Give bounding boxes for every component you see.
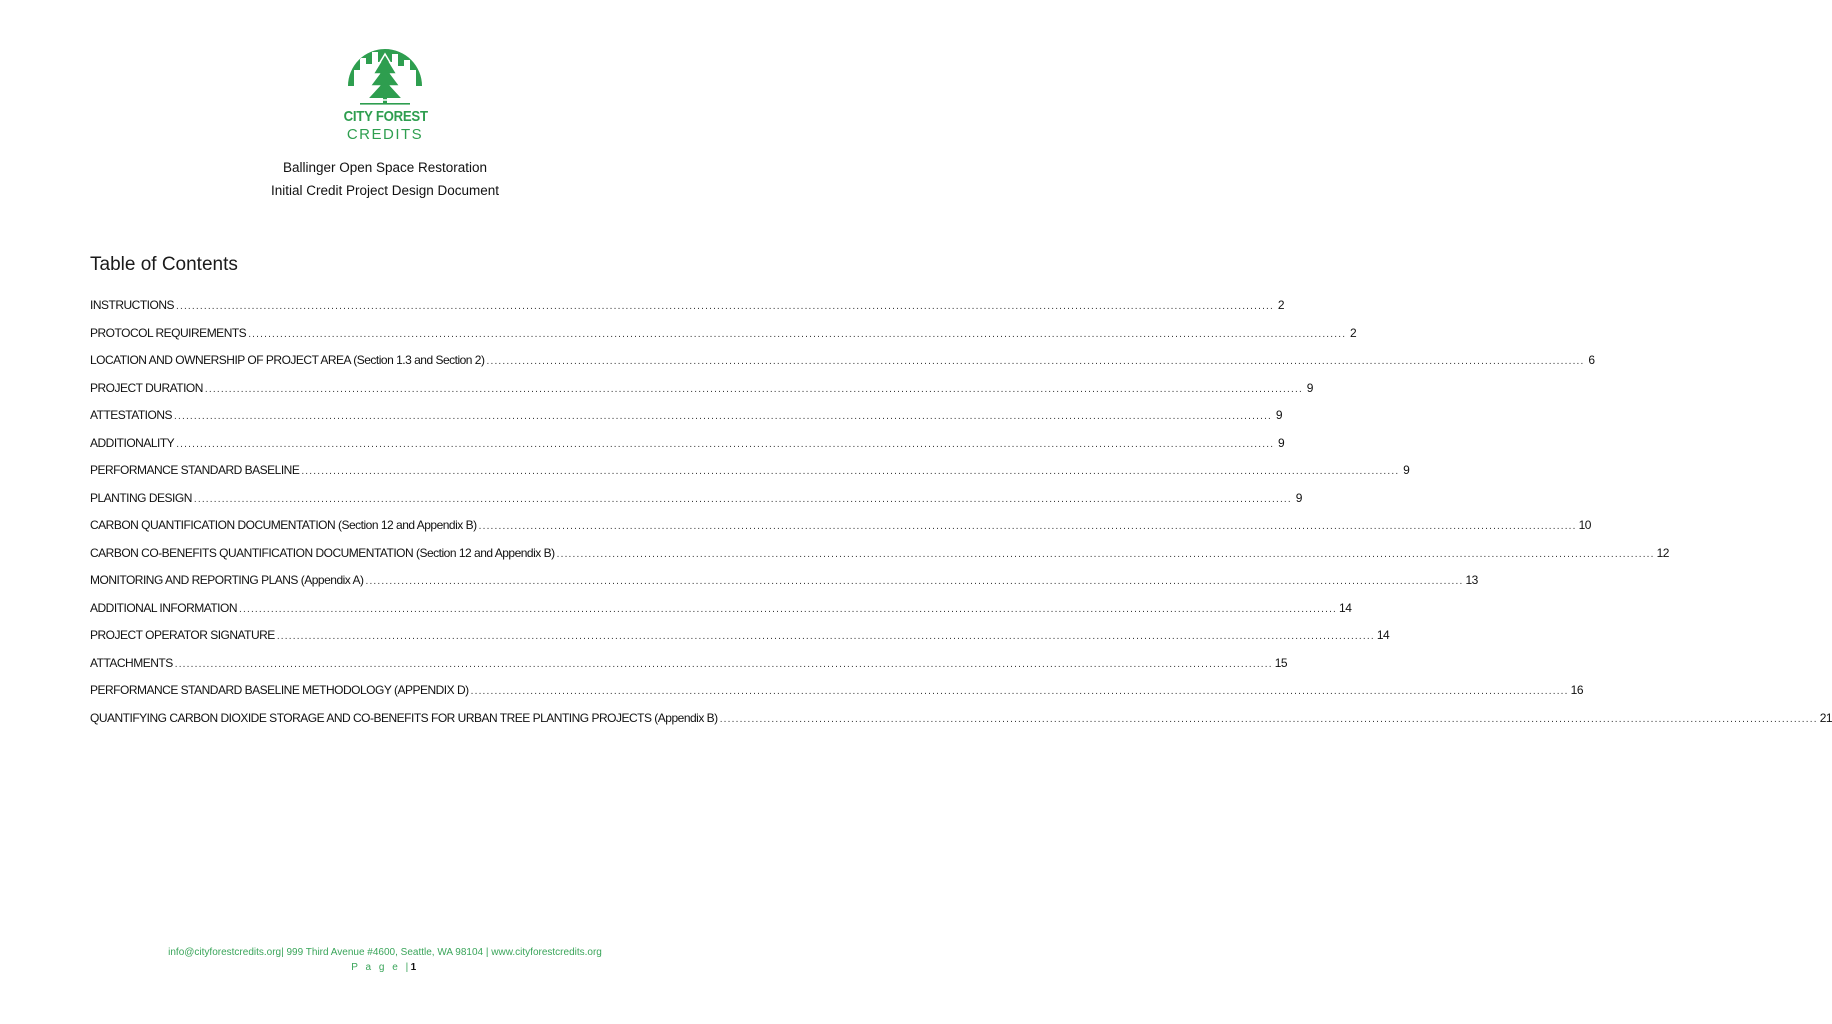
toc-dot-leader [365, 576, 1463, 587]
toc-heading: Table of Contents [90, 254, 238, 275]
toc-dot-leader [174, 411, 1272, 422]
toc-entry[interactable] [90, 463, 1410, 491]
toc-entry-label: ADDITIONALITY [90, 435, 175, 450]
toc-dot-leader [194, 494, 1292, 505]
toc-entry-page-number: 12 [1656, 545, 1669, 560]
document-subtitle: Initial Credit Project Design Document [270, 183, 500, 198]
toc-dot-leader [720, 714, 1818, 725]
toc-entry[interactable] [90, 545, 1669, 574]
toc-entry-page-number: 2 [1277, 298, 1285, 312]
toc-entry-page-number: 9 [1278, 435, 1285, 450]
toc-entry-page-number: 13 [1465, 573, 1478, 587]
toc-dot-leader [248, 329, 1346, 340]
toc-entry[interactable] [90, 490, 1302, 519]
toc-dot-leader [301, 466, 1399, 477]
toc-entry[interactable] [90, 353, 1595, 381]
toc-entry[interactable] [90, 380, 1313, 409]
toc-entry-label: INSTRUCTIONS [90, 298, 174, 312]
toc-entry-label: PERFORMANCE STANDARD BASELINE [90, 463, 300, 477]
toc-entry-page-number: 15 [1274, 655, 1288, 670]
toc-dot-leader [479, 521, 1577, 532]
toc-entry-label: QUANTIFYING CARBON DIOXIDE STORAGE AND CO-BENEFITS FOR URBAN TREE PLANTING PROJECTS (Appendix B) [90, 710, 718, 725]
toc-entry-label: CARBON CO-BENEFITS QUANTIFICATION DOCUMENTATION (Section 12 and Appendix B) [90, 545, 555, 560]
footer-page-number: 1 [410, 962, 419, 973]
toc-entry[interactable] [90, 600, 1352, 629]
toc-entry[interactable] [90, 325, 1357, 354]
toc-entry-label: ATTACHMENTS [90, 655, 173, 670]
logo-wordmark-line1: CITY FOREST [343, 108, 428, 125]
toc-entry[interactable] [90, 573, 1478, 601]
toc-entry-page-number: 14 [1339, 600, 1352, 615]
toc-dot-leader [175, 659, 1273, 670]
toc-entry-page-number: 9 [1295, 490, 1302, 505]
city-skyline-tree-icon [338, 40, 432, 106]
toc-entry-label: CARBON QUANTIFICATION DOCUMENTATION (Section 12 and Appendix B) [90, 518, 477, 532]
toc-dot-leader [557, 549, 1655, 560]
toc-entry[interactable] [90, 655, 1288, 684]
logo-wordmark-line2: CREDITS [346, 126, 424, 143]
toc-dot-leader [277, 631, 1375, 642]
footer-contact: info@cityforestcredits.org| 999 Third Avenue #4600, Seattle, WA 98104 | www.cityforestcredits.org [168, 947, 602, 958]
toc-entry[interactable] [90, 710, 1832, 739]
toc-dot-leader [176, 439, 1274, 450]
toc-entry[interactable] [90, 628, 1390, 656]
toc-dot-leader [176, 301, 1274, 312]
toc-entry-page-number: 16 [1570, 683, 1583, 697]
toc-entry-page-number: 10 [1578, 518, 1591, 532]
toc-entry-page-number: 9 [1306, 380, 1313, 395]
toc-entry-label: LOCATION AND OWNERSHIP OF PROJECT AREA (Section 1.3 and Section 2) [90, 353, 485, 367]
toc-entry-page-number: 9 [1403, 463, 1410, 477]
toc-dot-leader [239, 604, 1337, 615]
toc-dot-leader [205, 384, 1303, 395]
footer-page-label: P a g e [351, 962, 401, 973]
city-forest-credits-logo [338, 40, 432, 146]
document-title: Ballinger Open Space Restoration [282, 160, 488, 175]
toc-entry-label: PROJECT OPERATOR SIGNATURE [90, 628, 275, 642]
toc-entry-page-number: 2 [1350, 325, 1357, 340]
toc-entry[interactable] [90, 408, 1283, 436]
toc-dot-leader [471, 686, 1569, 697]
footer-page-indicator [0, 962, 770, 973]
toc-entry-label: PLANTING DESIGN [90, 490, 192, 505]
toc-entry-label: PROJECT DURATION [90, 380, 203, 395]
toc-entry-label: PERFORMANCE STANDARD BASELINE METHODOLOGY (APPENDIX D) [90, 683, 469, 697]
toc-entry-label: PROTOCOL REQUIREMENTS [90, 325, 247, 340]
toc-entry-page-number: 14 [1376, 628, 1390, 642]
toc-entry-label: ATTESTATIONS [90, 408, 173, 422]
toc-entry-page-number: 9 [1275, 408, 1283, 422]
toc-entry[interactable] [90, 298, 1285, 326]
toc-entry[interactable] [90, 683, 1583, 711]
toc-entry[interactable] [90, 435, 1285, 464]
toc-entry-page-number: 6 [1588, 353, 1595, 367]
table-of-contents [90, 298, 1832, 738]
footer-separator: | [405, 962, 411, 973]
toc-entry-label: MONITORING AND REPORTING PLANS (Appendix A) [90, 573, 364, 587]
toc-entry-label: ADDITIONAL INFORMATION [90, 600, 238, 615]
toc-entry-page-number: 21 [1819, 710, 1832, 725]
toc-dot-leader [486, 356, 1584, 367]
toc-entry[interactable] [90, 518, 1591, 546]
